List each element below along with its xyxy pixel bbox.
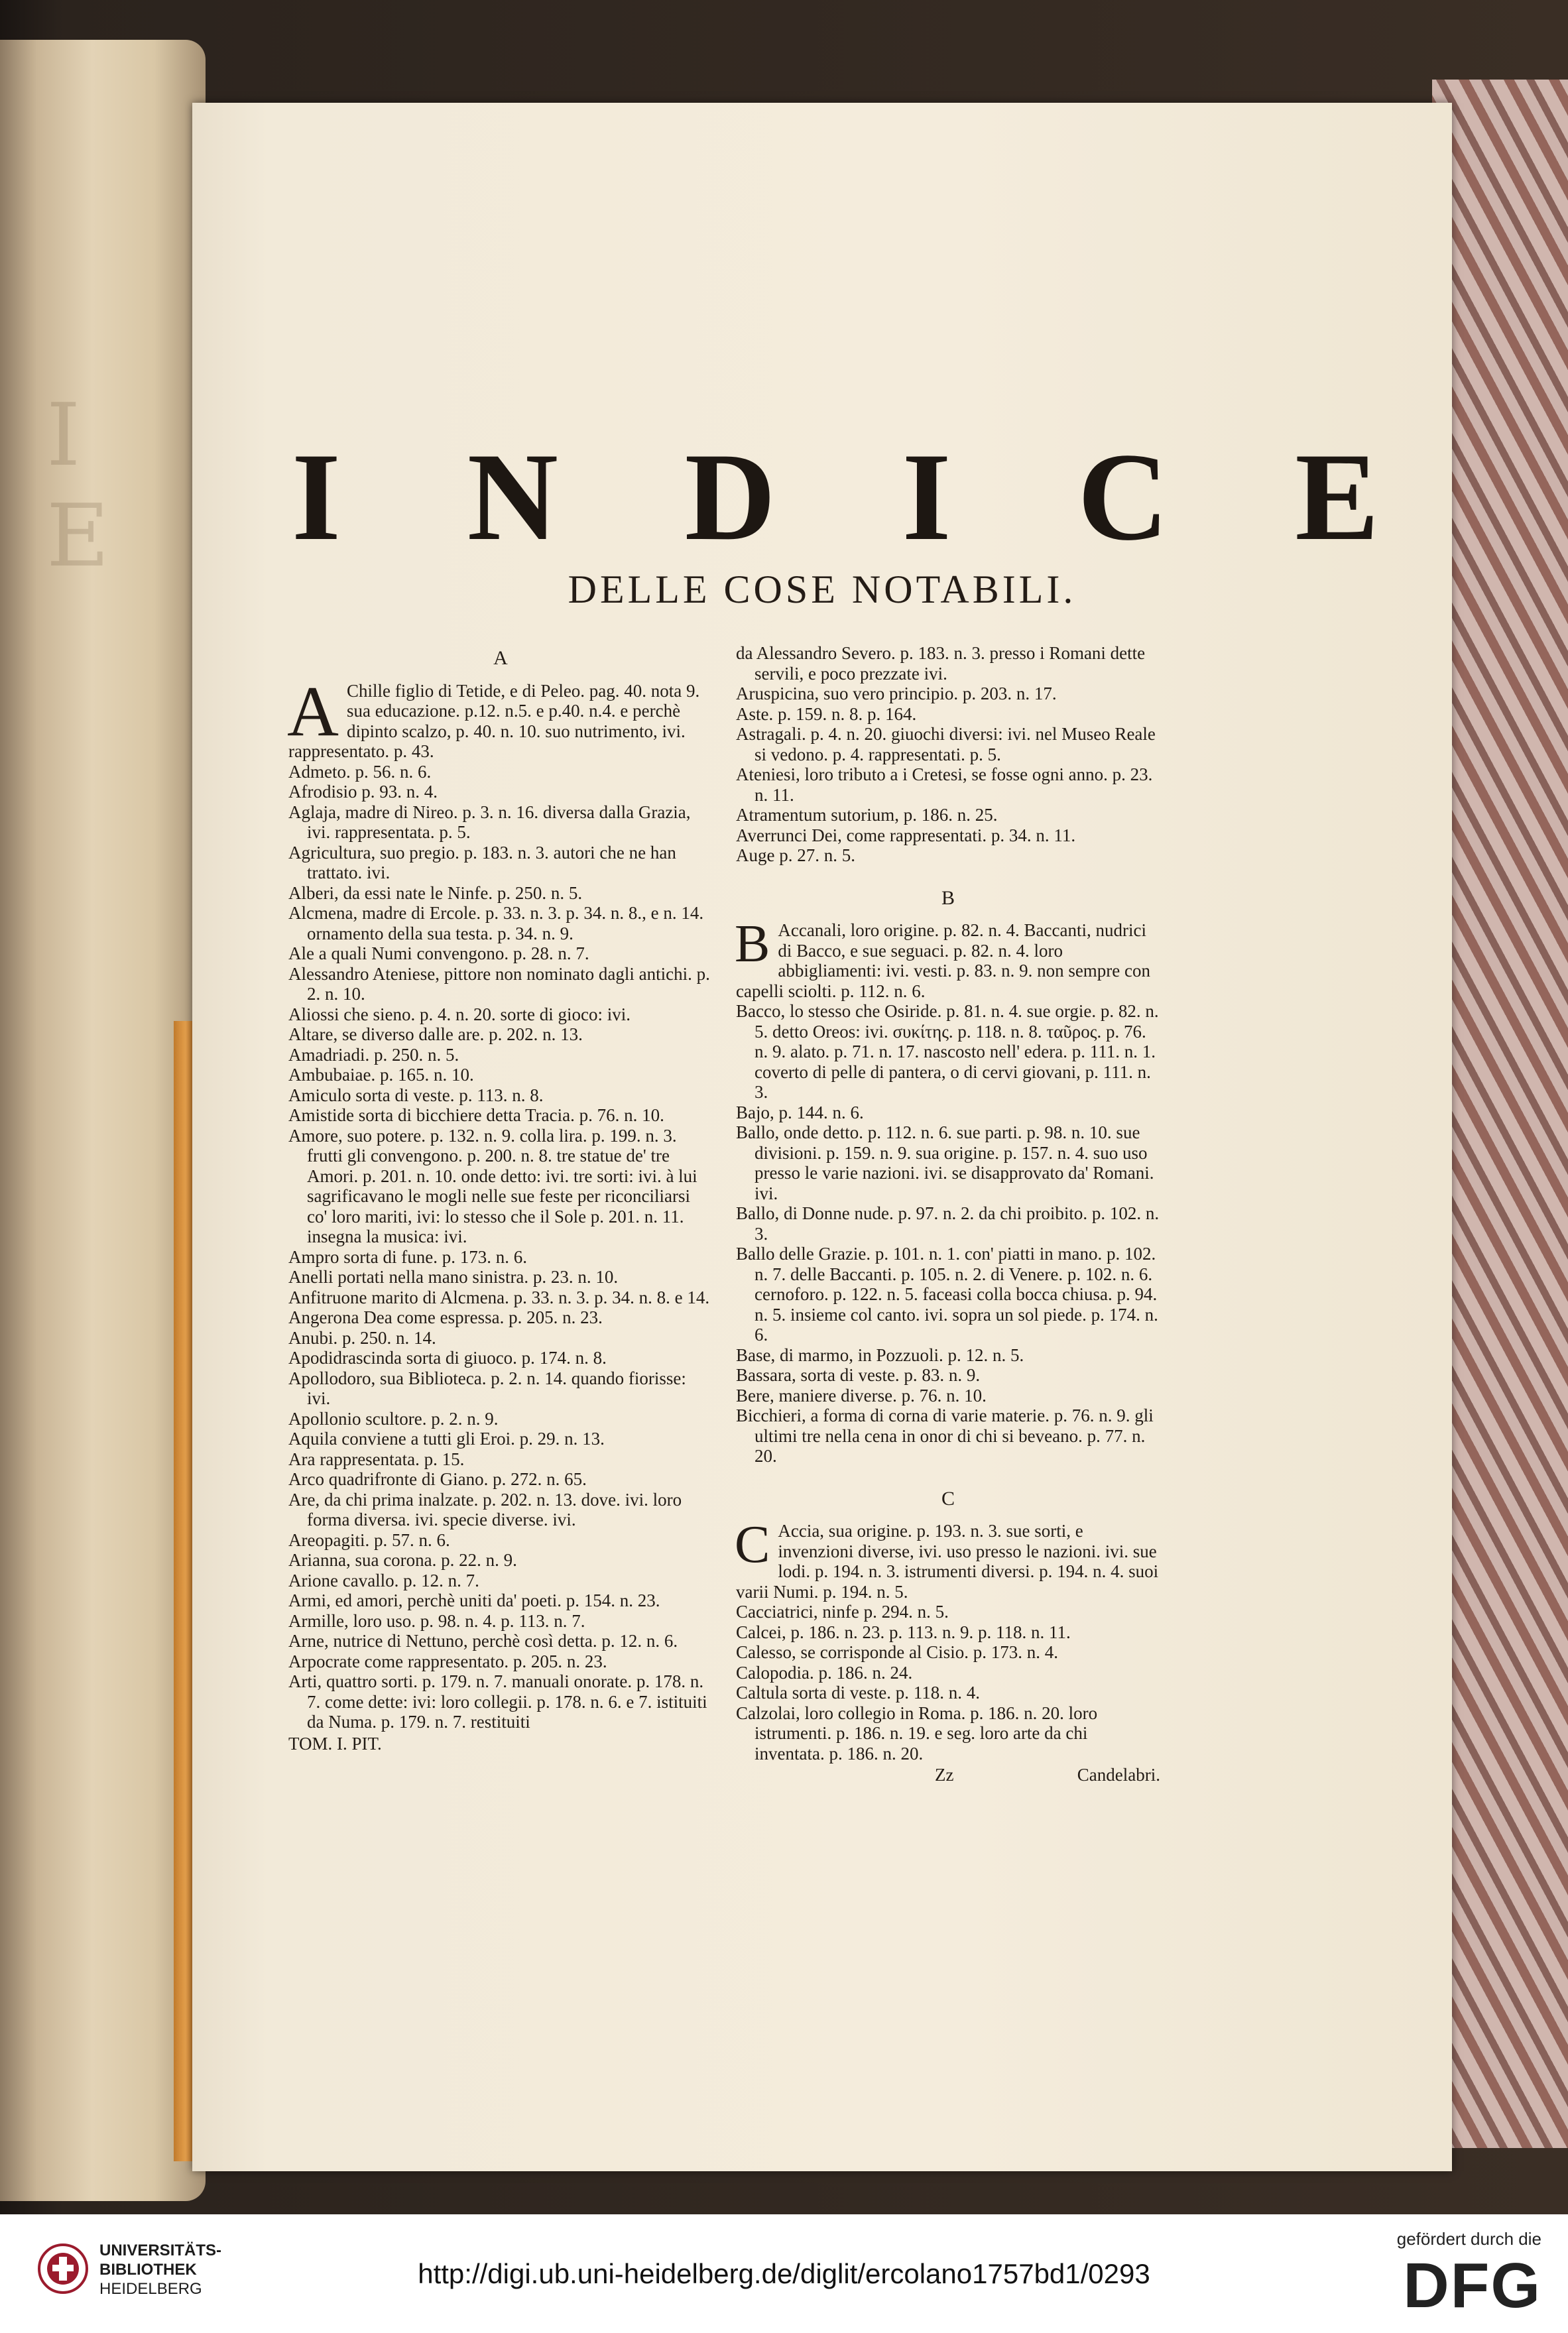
index-entry: Caltula sorta di veste. p. 118. n. 4. [736,1683,980,1703]
index-entry: Arco quadrifronte di Giano. p. 272. n. 65. [288,1469,587,1489]
index-entry-first-c [735,1516,1160,1602]
library-name-line: BIBLIOTHEK [99,2261,197,2279]
index-entry: Apollonio scultore. p. 2. n. 9. [288,1408,499,1429]
index-entry: Anelli portati nella mano sinistra. p. 23. n. 10. [288,1267,619,1287]
index-entry: Ambubaiae. p. 165. n. 10. [288,1065,474,1085]
index-entry: Amore, suo potere. p. 132. n. 9. colla lira. p. 199. n. 3. frutti gli convengono. p. 200. n. 8. tre statue de' tre Amori. p. 201. n. 10. onde detto: ivi. tre sorti: ivi. à lui sagrificavano le mogli nelle sue feste per riconciliarsi co' loro mariti, ivi: lo stesso che il Sole p. 201. n. 11. insegna la musica: ivi. [288,1125,697,1246]
viewer-footer-bar [0,2214,1568,2333]
index-entry-first [287,672,713,762]
right-entry-list-c [736,1602,1160,1764]
document-page [192,103,1452,2171]
catchword: Candelabri. [1077,1765,1160,1785]
signature-mark: Zz [935,1765,954,1785]
index-entry: Aliossi che sieno. p. 4. n. 20. sorte di gioco: ivi. [288,1004,631,1024]
index-entry: Aruspicina, suo vero principio. p. 203. n. 17. [736,684,1057,703]
index-entry: Arianna, sua corona. p. 22. n. 9. [288,1550,517,1570]
library-name-line: UNIVERSITÄTS- [99,2242,222,2259]
dfg-logo[interactable]: DFG [1403,2250,1541,2321]
page-subtitle: DELLE COSE NOTABILI. [568,568,1077,611]
left-column [288,643,713,1754]
dropcap-a: A [287,672,339,751]
funder-caption: gefördert durch die [1396,2229,1541,2249]
index-entry: Alcmena, madre di Ercole. p. 33. n. 3. p. 34. n. 8., e n. 14. ornamento della sua testa. p. 34. n. 9. [288,903,704,943]
index-entry: Anubi. p. 250. n. 14. [288,1327,436,1348]
index-entry: Atramentum sutorium, p. 186. n. 25. [736,805,998,825]
section-heading-a: A [493,647,508,669]
index-entry: Aquila conviene a tutti gli Eroi. p. 29. n. 13. [288,1429,605,1449]
permalink-url[interactable]: http://digi.ub.uni-heidelberg.de/diglit/ercolano1757bd1/0293 [418,2258,1150,2289]
index-entry: Ara rappresentata. p. 15. [288,1449,465,1469]
index-entry: Are, da chi prima inalzate. p. 202. n. 13. dove. ivi. loro forma diversa. ivi. specie diverse. ivi. [288,1489,682,1529]
index-entry: Bacco, lo stesso che Osiride. p. 81. n. 4. sue orgie. p. 82. n. 5. detto Oreos: ivi. συκίτης. p. 118. n. 8. ταῦρος. p. 76. n. 9. alato. p. 71. n. 17. nascosto nell' edera. p. 111. n. 1. coverto di pelle di pantera, o di cervi giovani, p. 111. n. 3. [736,1001,1159,1102]
left-entry-list [288,762,713,1732]
index-entry: Admeto. p. 56. n. 6. [288,761,432,782]
index-entry: Ballo, onde detto. p. 112. n. 6. sue parti. p. 98. n. 10. sue divisioni. p. 159. n. 9. sua origine. p. 157. n. 4. suo uso presso le varie nazioni. ivi. se disapprovato da' Romani. ivi. [736,1122,1154,1203]
library-name-line: HEIDELBERG [99,2280,202,2298]
right-entry-list-b [736,1001,1160,1466]
index-entry: Bere, maniere diverse. p. 76. n. 10. [736,1385,987,1406]
index-entry: Amiculo sorta di veste. p. 113. n. 8. [288,1085,544,1105]
index-entry: Apollodoro, sua Biblioteca. p. 2. n. 14. quando fiorisse: ivi. [288,1368,686,1408]
index-entry: Bicchieri, a forma di corna di varie materie. p. 76. n. 9. gli ultimi tre nella cena in onor di chi si beveano. p. 77. n. 20. [736,1406,1154,1466]
index-entry: Amistide sorta di bicchiere detta Tracia. p. 76. n. 10. [288,1105,664,1125]
index-entry: Armille, loro uso. p. 98. n. 4. p. 113. n. 7. [288,1610,585,1631]
index-entry: Altare, se diverso dalle are. p. 202. n. 13. [288,1024,583,1044]
index-entry: Ateniesi, loro tributo a i Cretesi, se fosse ogni anno. p. 23. n. 11. [736,764,1153,805]
index-entry: Auge p. 27. n. 5. [736,845,855,865]
index-entry: Calzolai, loro collegio in Roma. p. 186. n. 20. loro istrumenti. p. 186. n. 19. e seg. loro arte da chi inventata. p. 186. n. 20. [736,1703,1098,1764]
index-entry: Ballo, di Donne nude. p. 97. n. 2. da chi proibito. p. 102. n. 3. [736,1203,1160,1244]
index-entry: Arione cavallo. p. 12. n. 7. [288,1570,479,1590]
page-footer-row [736,1765,1160,1786]
index-entry: Bassara, sorta di veste. p. 83. n. 9. [736,1365,981,1385]
index-entry: Bajo, p. 144. n. 6. [736,1102,864,1122]
index-entry-text: Accia, sua origine. p. 193. n. 3. sue sorti, e invenzioni diverse, ivi. uso presso le nazioni. ivi. sue lodi. p. 194. n. 3. istrumenti diversi. p. 194. n. 4. suoi varii Numi. p. 194. n. 5. [736,1521,1159,1602]
index-entry: Arpocrate come rappresentato. p. 205. n. 23. [288,1651,607,1671]
index-entry: Alessandro Ateniese, pittore non nominato dagli antichi. p. 2. n. 10. [288,963,710,1004]
dropcap-b: B [735,915,770,973]
index-entry: Ale a quali Numi convengono. p. 28. n. 7. [288,943,589,963]
index-entry-text: Accanali, loro origine. p. 82. n. 4. Baccanti, nudrici di Bacco, e sue seguaci. p. 82. n. 4. loro abbigliamenti: ivi. vesti. p. 83. n. 9. non sempre con capelli sciolti. p. 112. n. 6. [736,920,1151,1001]
section-heading-c: C [941,1487,955,1510]
index-entry: Calopodia. p. 186. n. 24. [736,1662,913,1683]
index-entry: Arne, nutrice di Nettuno, perchè così detta. p. 12. n. 6. [288,1631,678,1651]
index-entry: Areopagiti. p. 57. n. 6. [288,1529,450,1550]
index-entry-first-b [735,915,1160,1001]
right-entry-list-a [736,643,1160,866]
index-entry: Anfitruone marito di Alcmena. p. 33. n. 3. p. 34. n. 8. e 14. [288,1287,710,1307]
index-entry: da Alessandro Severo. p. 183. n. 3. presso i Romani dette servili, e poco prezzate ivi. [736,643,1146,684]
index-entry: Calesso, se corrisponde al Cisio. p. 173. n. 4. [736,1642,1058,1662]
index-entry: Angerona Dea come espressa. p. 205. n. 23. [288,1307,603,1327]
index-entry: Armi, ed amori, perchè uniti da' poeti. p. 154. n. 23. [288,1590,660,1610]
index-entry: Ballo delle Grazie. p. 101. n. 1. con' piatti in mano. p. 102. n. 7. delle Baccanti. p. 105. n. 2. di Venere. p. 102. n. 6. cernoforo. p. 122. n. 5. faceasi colla bocca chiusa. p. 94. n. 5. insieme col canto. ivi. sopra un sol piede. p. 174. n. 6. [736,1244,1158,1345]
dropcap-c: C [735,1516,770,1574]
section-heading-b: B [941,886,955,909]
marbled-endpaper [1432,80,1568,2148]
right-column [736,643,1160,1786]
index-entry: Astragali. p. 4. n. 20. giuochi diversi: ivi. nel Museo Reale si vedono. p. 4. rappresentati. p. 5. [736,724,1156,764]
index-entry: Alberi, da essi nate le Ninfe. p. 250. n. 5. [288,882,583,903]
volume-footer: TOM. I. PIT. [288,1733,382,1754]
page-title: I N D I C E [292,428,1379,567]
index-entry: Aste. p. 159. n. 8. p. 164. [736,703,917,724]
index-entry: Aglaja, madre di Nireo. p. 3. n. 16. diversa dalla Grazia, ivi. rappresentata. p. 5. [288,802,691,842]
index-entry: Afrodisio p. 93. n. 4. [288,782,438,802]
index-entry: Calcei, p. 186. n. 23. p. 113. n. 9. p. 118. n. 11. [736,1622,1071,1642]
index-entry-text: Chille figlio di Tetide, e di Peleo. pag. 40. nota 9. sua educazione. p.12. n.5. e p.40. n.4. e perchè dipinto scalzo, p. 40. n. 10. suo nutrimento, ivi. rappresentato. p. 43. [288,680,700,761]
index-entry: Base, di marmo, in Pozzuoli. p. 12. n. 5. [736,1345,1024,1365]
index-entry: Averrunci Dei, come rappresentati. p. 34. n. 11. [736,825,1076,845]
facing-page-bleed: I E [46,385,149,586]
index-entry: Cacciatrici, ninfe p. 294. n. 5. [736,1602,949,1622]
index-entry: Ampro sorta di fune. p. 173. n. 6. [288,1246,527,1267]
index-entry: Apodidrascinda sorta di giuoco. p. 174. n. 8. [288,1348,607,1368]
index-entry: Arti, quattro sorti. p. 179. n. 7. manuali onorate. p. 178. n. 7. come dette: ivi: loro collegii. p. 178. n. 6. e 7. istituiti da Numa. p. 179. n. 7. restituiti [288,1671,707,1732]
index-entry: Agricultura, suo pregio. p. 183. n. 3. autori che ne han trattato. ivi. [288,842,676,882]
index-entry: Amadriadi. p. 250. n. 5. [288,1044,459,1065]
